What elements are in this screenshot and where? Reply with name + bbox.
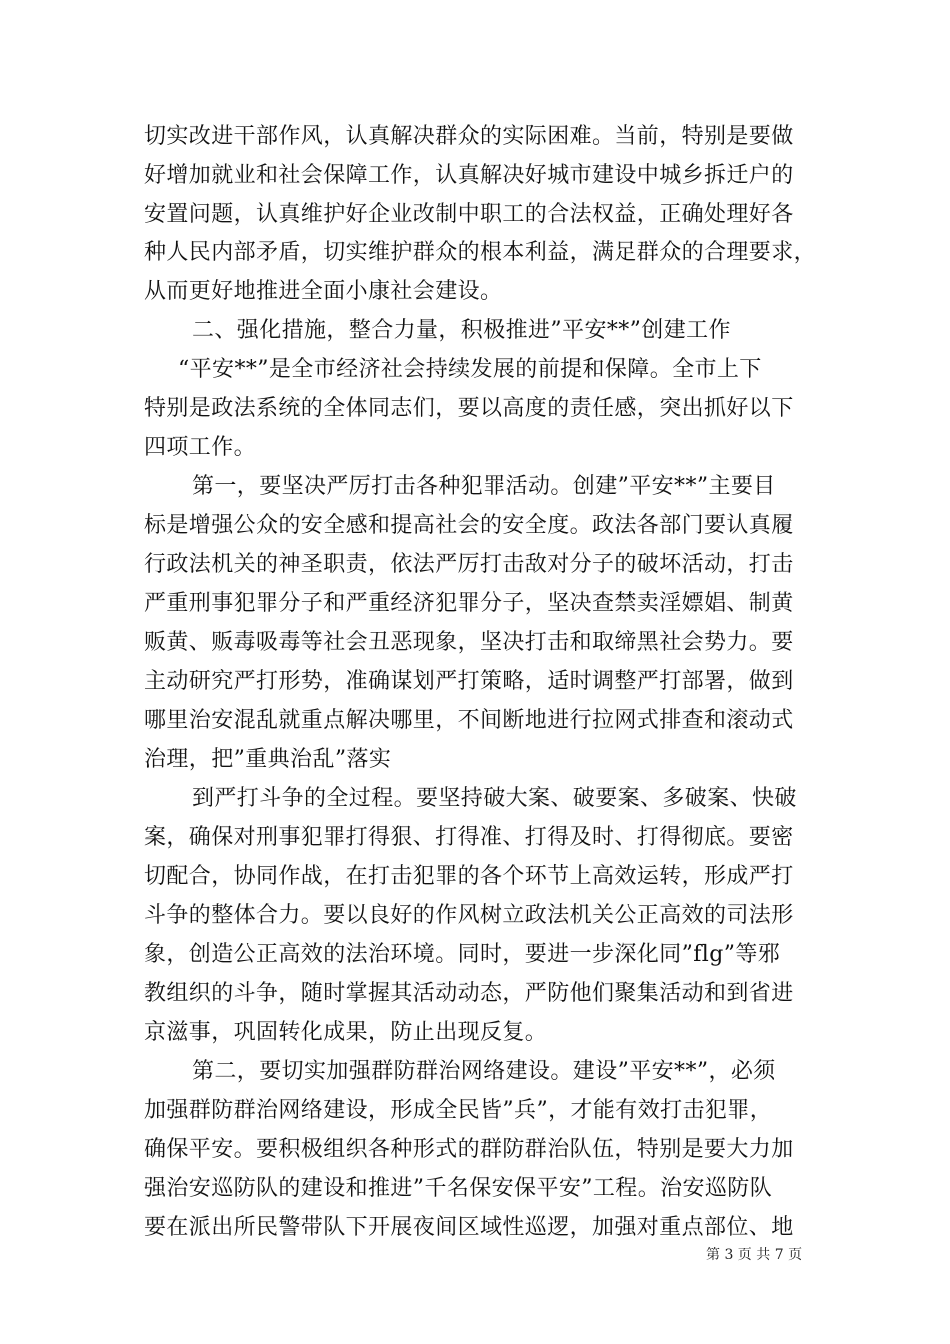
- text-line: 种人民内部矛盾，切实维护群众的根本利益，满足群众的合理要求，: [144, 240, 817, 265]
- text-line: 教组织的斗争，随时掌握其活动动态，严防他们聚集活动和到省进: [144, 981, 794, 1006]
- text-line: 第一，要坚决严厉打击各种犯罪活动。创建”平安**”主要目: [192, 474, 776, 499]
- text-line: 治理，把”重典治乱”落实: [144, 747, 392, 772]
- section-heading: 二、强化措施，整合力量，积极推进”平安**”创建工作: [192, 318, 731, 343]
- text-line: 到严打斗争的全过程。要坚持破大案、破要案、多破案、快破: [192, 786, 797, 811]
- text-line: 哪里治安混乱就重点解决哪里，不间断地进行拉网式排查和滚动式: [144, 708, 794, 733]
- text-line: 第二，要切实加强群防群治网络建设。建设”平安**”，必须: [192, 1059, 776, 1084]
- text-line: 从而更好地推进全面小康社会建设。: [144, 279, 503, 304]
- text-line: 主动研究严打形势，准确谋划严打策略，适时调整严打部署，做到: [144, 669, 794, 694]
- text-line: 特别是政法系统的全体同志们，要以高度的责任感，突出抓好以下: [144, 396, 794, 421]
- text-line: 安置问题，认真维护好企业改制中职工的合法权益，正确处理好各: [144, 202, 794, 227]
- text-line: 象，创造公正高效的法治环境。同时，要进一步深化同”flg”等邪: [144, 942, 781, 967]
- text-line: 切实改进干部作风，认真解决群众的实际困难。当前，特别是要做: [144, 124, 794, 149]
- text-line: 要在派出所民警带队下开展夜间区域性巡逻，加强对重点部位、地: [144, 1215, 794, 1240]
- text-line: 四项工作。: [144, 435, 257, 460]
- text-line: 行政法机关的神圣职责，依法严厉打击敌对分子的破坏活动，打击: [144, 552, 794, 577]
- text-line: 案，确保对刑事犯罪打得狠、打得准、打得及时、打得彻底。要密: [144, 825, 794, 850]
- text-line: “平安**”是全市经济社会持续发展的前提和保障。全市上下: [178, 357, 762, 382]
- text-line: 切配合，协同作战，在打击犯罪的各个环节上高效运转，形成严打: [144, 864, 794, 889]
- text-line: 好增加就业和社会保障工作，认真解决好城市建设中城乡拆迁户的: [144, 163, 794, 188]
- text-line: 标是增强公众的安全感和提高社会的安全度。政法各部门要认真履: [144, 513, 794, 538]
- text-line: 贩黄、贩毒吸毒等社会丑恶现象，坚决打击和取缔黑社会势力。要: [144, 630, 794, 655]
- text-line: 强治安巡防队的建设和推进”千名保安保平安”工程。治安巡防队: [144, 1176, 773, 1201]
- text-line: 斗争的整体合力。要以良好的作风树立政法机关公正高效的司法形: [144, 903, 794, 928]
- text-line: 加强群防群治网络建设，形成全民皆”兵”，才能有效打击犯罪，: [144, 1098, 773, 1123]
- page-number: 第 3 页 共 7 页: [706, 1247, 803, 1263]
- text-line: 确保平安。要积极组织各种形式的群防群治队伍，特别是要大力加: [144, 1137, 794, 1162]
- text-line: 严重刑事犯罪分子和严重经济犯罪分子，坚决查禁卖淫嫖娼、制黄: [144, 591, 794, 616]
- text-line: 京滋事，巩固转化成果，防止出现反复。: [144, 1020, 548, 1045]
